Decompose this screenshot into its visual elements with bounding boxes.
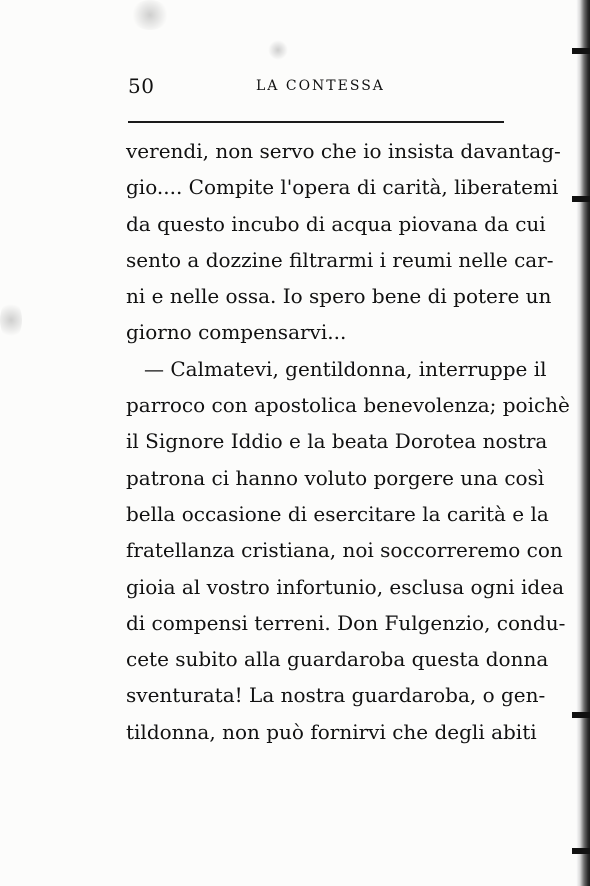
text-line: sventurata! La nostra guardaroba, o gen- bbox=[126, 683, 546, 708]
text-line: ni e nelle ossa. Io spero bene di potere un bbox=[126, 284, 552, 309]
text-line: giorno compensarvi... bbox=[126, 320, 347, 345]
text-line: di compensi terreni. Don Fulgenzio, condu- bbox=[126, 610, 566, 635]
page-number: 50 bbox=[128, 74, 155, 98]
text-line: da questo incubo di acqua piovana da cui bbox=[126, 211, 546, 236]
text-line: fratellanza cristiana, noi soccorreremo con bbox=[126, 538, 563, 563]
text-line: sento a dozzine filtrarmi i reumi nelle car- bbox=[126, 247, 554, 272]
spine-mark bbox=[572, 712, 590, 718]
paper-smudge bbox=[268, 40, 288, 60]
text-line: patrona ci hanno voluto porgere una così bbox=[126, 465, 545, 490]
page-header bbox=[128, 70, 504, 100]
text-line: — Calmatevi, gentildonna, interruppe il bbox=[144, 356, 547, 381]
body-text bbox=[126, 133, 570, 750]
text-line: verendi, non servo che io insista davantag- bbox=[126, 139, 561, 163]
paper-smudge bbox=[0, 300, 22, 340]
header-rule bbox=[128, 121, 504, 123]
paper-smudge bbox=[130, 0, 170, 30]
book-spine-edge bbox=[576, 0, 590, 886]
spine-mark bbox=[572, 848, 590, 854]
text-line: parroco con apostolica benevolenza; poichè bbox=[126, 393, 570, 418]
text-line: bella occasione di esercitare la carità e la bbox=[126, 501, 549, 526]
text-line: tildonna, non può fornirvi che degli abiti bbox=[126, 719, 537, 744]
text-line: il Signore Iddio e la beata Dorotea nostra bbox=[126, 429, 548, 454]
spine-mark bbox=[572, 48, 590, 54]
text-line: gioia al vostro infortunio, esclusa ogni idea bbox=[126, 574, 564, 599]
text-line: cete subito alla guardaroba questa donna bbox=[126, 647, 549, 672]
spine-mark bbox=[572, 196, 590, 202]
running-head: LA CONTESSA bbox=[256, 78, 385, 94]
text-line: gio.... Compite l'opera di carità, liberatemi bbox=[126, 175, 559, 200]
